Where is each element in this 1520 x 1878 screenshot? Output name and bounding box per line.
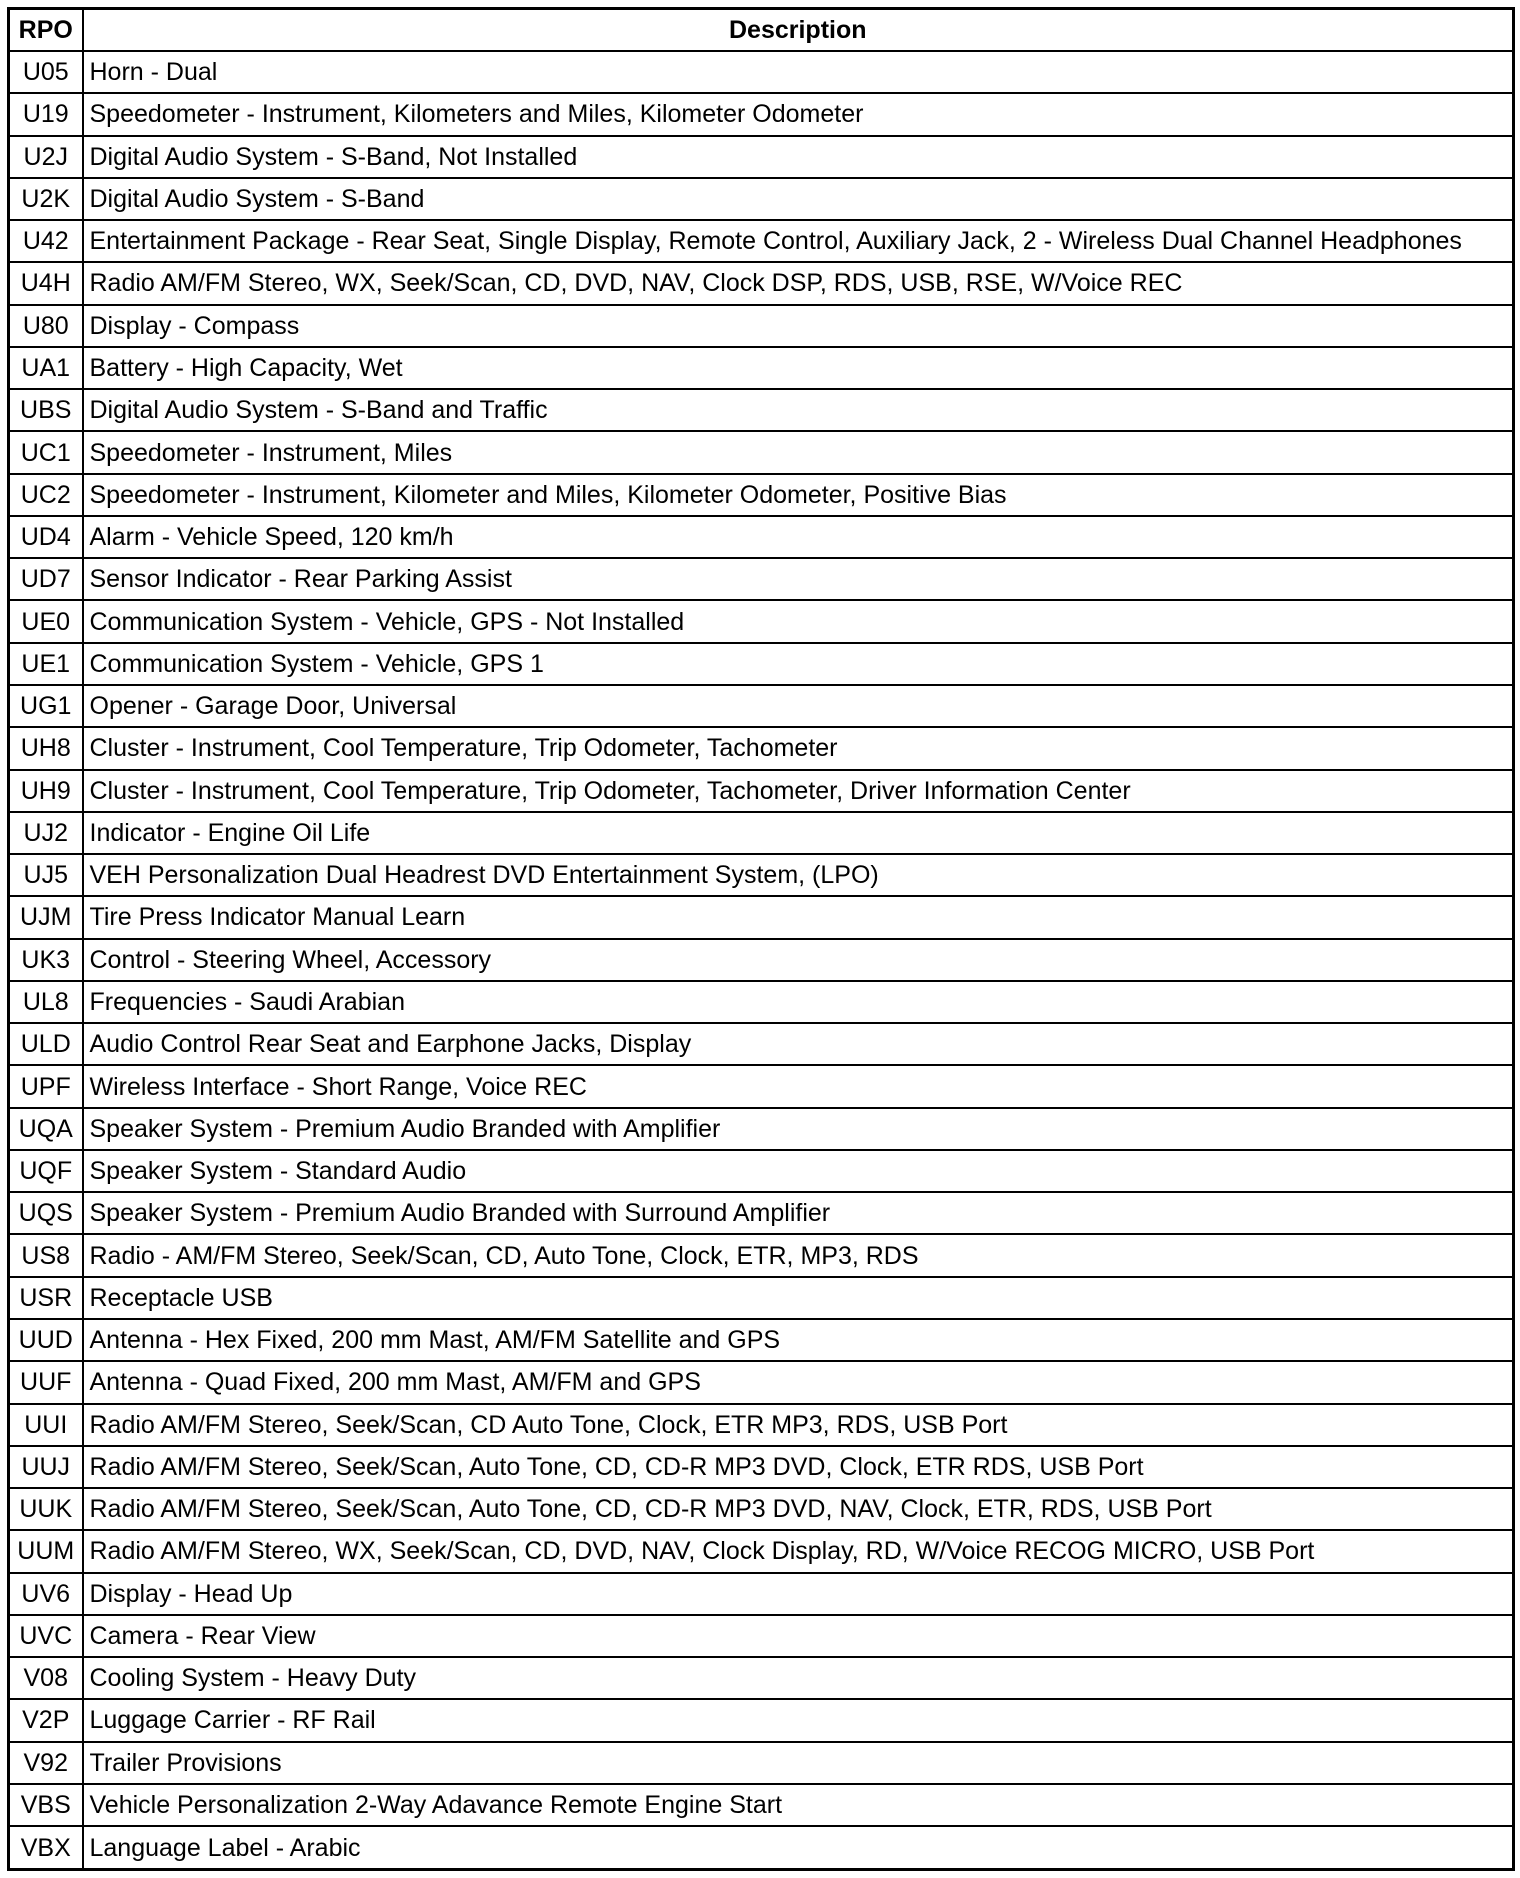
rpo-code-cell: UD7 — [9, 558, 83, 600]
table-row — [9, 558, 1514, 600]
table-row — [9, 600, 1514, 642]
header-row — [9, 9, 1514, 52]
description-cell: Radio AM/FM Stereo, WX, Seek/Scan, CD, DVD, NAV, Clock Display, RD, W/Voice RECOG MICRO, USB Port — [83, 1530, 1514, 1572]
rpo-code-cell: UUF — [9, 1361, 83, 1403]
rpo-code-cell: U19 — [9, 93, 83, 135]
description-cell: Battery - High Capacity, Wet — [83, 347, 1514, 389]
description-cell: Receptacle USB — [83, 1277, 1514, 1319]
table-row — [9, 220, 1514, 262]
description-cell: Speaker System - Standard Audio — [83, 1150, 1514, 1192]
table-row — [9, 1530, 1514, 1572]
rpo-code-cell: UUJ — [9, 1446, 83, 1488]
description-cell: Frequencies - Saudi Arabian — [83, 981, 1514, 1023]
description-cell: Radio AM/FM Stereo, WX, Seek/Scan, CD, DVD, NAV, Clock DSP, RDS, USB, RSE, W/Voice REC — [83, 262, 1514, 304]
rpo-code-cell: VBX — [9, 1826, 83, 1869]
description-cell: Control - Steering Wheel, Accessory — [83, 939, 1514, 981]
rpo-code-cell: U2K — [9, 178, 83, 220]
rpo-code-cell: UV6 — [9, 1573, 83, 1615]
table-row — [9, 1108, 1514, 1150]
rpo-code-cell: UC1 — [9, 431, 83, 473]
table-row — [9, 431, 1514, 473]
description-cell: Speaker System - Premium Audio Branded with Surround Amplifier — [83, 1192, 1514, 1234]
rpo-code-cell: UBS — [9, 389, 83, 431]
table-row — [9, 643, 1514, 685]
description-cell: Antenna - Quad Fixed, 200 mm Mast, AM/FM and GPS — [83, 1361, 1514, 1403]
table-row — [9, 896, 1514, 938]
table-body — [9, 51, 1514, 1870]
table-row — [9, 1742, 1514, 1784]
rpo-table — [7, 7, 1515, 1871]
table-row — [9, 1784, 1514, 1826]
description-cell: Digital Audio System - S-Band — [83, 178, 1514, 220]
rpo-code-cell: U05 — [9, 51, 83, 93]
table-row — [9, 854, 1514, 896]
description-cell: Trailer Provisions — [83, 1742, 1514, 1784]
table-row — [9, 1065, 1514, 1107]
table-row — [9, 1192, 1514, 1234]
table-row — [9, 727, 1514, 769]
description-cell: Alarm - Vehicle Speed, 120 km/h — [83, 516, 1514, 558]
description-cell: Camera - Rear View — [83, 1615, 1514, 1657]
description-cell: Vehicle Personalization 2-Way Adavance Remote Engine Start — [83, 1784, 1514, 1826]
table-row — [9, 812, 1514, 854]
description-cell: Speedometer - Instrument, Kilometer and Miles, Kilometer Odometer, Positive Bias — [83, 474, 1514, 516]
rpo-code-cell: ULD — [9, 1023, 83, 1065]
description-cell: Antenna - Hex Fixed, 200 mm Mast, AM/FM Satellite and GPS — [83, 1319, 1514, 1361]
table-row — [9, 93, 1514, 135]
table-header — [9, 9, 1514, 52]
table-row — [9, 939, 1514, 981]
table-row — [9, 51, 1514, 93]
rpo-code-cell: UH8 — [9, 727, 83, 769]
rpo-code-cell: UH9 — [9, 770, 83, 812]
description-cell: Radio AM/FM Stereo, Seek/Scan, Auto Tone, CD, CD-R MP3 DVD, NAV, Clock, ETR, RDS, USB Port — [83, 1488, 1514, 1530]
rpo-code-cell: UVC — [9, 1615, 83, 1657]
rpo-code-cell: UUI — [9, 1404, 83, 1446]
table-row — [9, 1615, 1514, 1657]
rpo-code-cell: UL8 — [9, 981, 83, 1023]
rpo-code-cell: UK3 — [9, 939, 83, 981]
description-cell: Horn - Dual — [83, 51, 1514, 93]
rpo-code-cell: V2P — [9, 1699, 83, 1741]
description-cell: Cooling System - Heavy Duty — [83, 1657, 1514, 1699]
description-cell: Radio AM/FM Stereo, Seek/Scan, Auto Tone, CD, CD-R MP3 DVD, Clock, ETR RDS, USB Port — [83, 1446, 1514, 1488]
rpo-code-cell: UUK — [9, 1488, 83, 1530]
description-cell: Audio Control Rear Seat and Earphone Jacks, Display — [83, 1023, 1514, 1065]
rpo-code-cell: V08 — [9, 1657, 83, 1699]
description-cell: Wireless Interface - Short Range, Voice REC — [83, 1065, 1514, 1107]
description-cell: Speedometer - Instrument, Kilometers and Miles, Kilometer Odometer — [83, 93, 1514, 135]
rpo-code-cell: UUM — [9, 1530, 83, 1572]
table-row — [9, 262, 1514, 304]
table-row — [9, 1488, 1514, 1530]
table-row — [9, 1573, 1514, 1615]
description-cell: VEH Personalization Dual Headrest DVD Entertainment System, (LPO) — [83, 854, 1514, 896]
description-cell: Cluster - Instrument, Cool Temperature, Trip Odometer, Tachometer — [83, 727, 1514, 769]
rpo-code-cell: UQA — [9, 1108, 83, 1150]
table-row — [9, 770, 1514, 812]
rpo-code-cell: UC2 — [9, 474, 83, 516]
table-row — [9, 1361, 1514, 1403]
description-cell: Cluster - Instrument, Cool Temperature, Trip Odometer, Tachometer, Driver Information Center — [83, 770, 1514, 812]
rpo-code-cell: VBS — [9, 1784, 83, 1826]
description-cell: Speedometer - Instrument, Miles — [83, 431, 1514, 473]
table-row — [9, 178, 1514, 220]
description-cell: Display - Head Up — [83, 1573, 1514, 1615]
description-cell: Digital Audio System - S-Band, Not Installed — [83, 136, 1514, 178]
table-row — [9, 685, 1514, 727]
description-cell: Opener - Garage Door, Universal — [83, 685, 1514, 727]
rpo-code-cell: U2J — [9, 136, 83, 178]
table-row — [9, 1023, 1514, 1065]
table-row — [9, 305, 1514, 347]
table-row — [9, 136, 1514, 178]
table-row — [9, 981, 1514, 1023]
table-row — [9, 1319, 1514, 1361]
rpo-code-cell: UUD — [9, 1319, 83, 1361]
description-cell: Entertainment Package - Rear Seat, Single Display, Remote Control, Auxiliary Jack, 2 - Wireless Dual Channel Headphones — [83, 220, 1514, 262]
rpo-code-cell: U42 — [9, 220, 83, 262]
table-row — [9, 1699, 1514, 1741]
header-description: Description — [83, 9, 1514, 52]
description-cell: Luggage Carrier - RF Rail — [83, 1699, 1514, 1741]
rpo-code-cell: U4H — [9, 262, 83, 304]
table-row — [9, 389, 1514, 431]
description-cell: Sensor Indicator - Rear Parking Assist — [83, 558, 1514, 600]
description-cell: Indicator - Engine Oil Life — [83, 812, 1514, 854]
rpo-code-cell: UJ2 — [9, 812, 83, 854]
rpo-code-cell: UJ5 — [9, 854, 83, 896]
rpo-code-cell: USR — [9, 1277, 83, 1319]
table-row — [9, 1150, 1514, 1192]
table-row — [9, 1404, 1514, 1446]
rpo-code-cell: V92 — [9, 1742, 83, 1784]
table-row — [9, 1277, 1514, 1319]
rpo-code-cell: UG1 — [9, 685, 83, 727]
table-row — [9, 1446, 1514, 1488]
table-row — [9, 1657, 1514, 1699]
rpo-code-cell: UA1 — [9, 347, 83, 389]
rpo-code-cell: U80 — [9, 305, 83, 347]
table-row — [9, 347, 1514, 389]
table-row — [9, 474, 1514, 516]
rpo-code-cell: UJM — [9, 896, 83, 938]
description-cell: Tire Press Indicator Manual Learn — [83, 896, 1514, 938]
rpo-code-cell: UD4 — [9, 516, 83, 558]
rpo-code-cell: UQF — [9, 1150, 83, 1192]
description-cell: Display - Compass — [83, 305, 1514, 347]
rpo-code-cell: UPF — [9, 1065, 83, 1107]
description-cell: Communication System - Vehicle, GPS 1 — [83, 643, 1514, 685]
header-rpo: RPO — [9, 9, 83, 52]
description-cell: Radio - AM/FM Stereo, Seek/Scan, CD, Auto Tone, Clock, ETR, MP3, RDS — [83, 1234, 1514, 1276]
description-cell: Language Label - Arabic — [83, 1826, 1514, 1869]
description-cell: Digital Audio System - S-Band and Traffic — [83, 389, 1514, 431]
description-cell: Communication System - Vehicle, GPS - Not Installed — [83, 600, 1514, 642]
table-row — [9, 1826, 1514, 1869]
rpo-code-cell: UQS — [9, 1192, 83, 1234]
table-row — [9, 516, 1514, 558]
description-cell: Radio AM/FM Stereo, Seek/Scan, CD Auto Tone, Clock, ETR MP3, RDS, USB Port — [83, 1404, 1514, 1446]
rpo-code-cell: UE1 — [9, 643, 83, 685]
rpo-code-cell: UE0 — [9, 600, 83, 642]
description-cell: Speaker System - Premium Audio Branded with Amplifier — [83, 1108, 1514, 1150]
rpo-code-cell: US8 — [9, 1234, 83, 1276]
table-row — [9, 1234, 1514, 1276]
